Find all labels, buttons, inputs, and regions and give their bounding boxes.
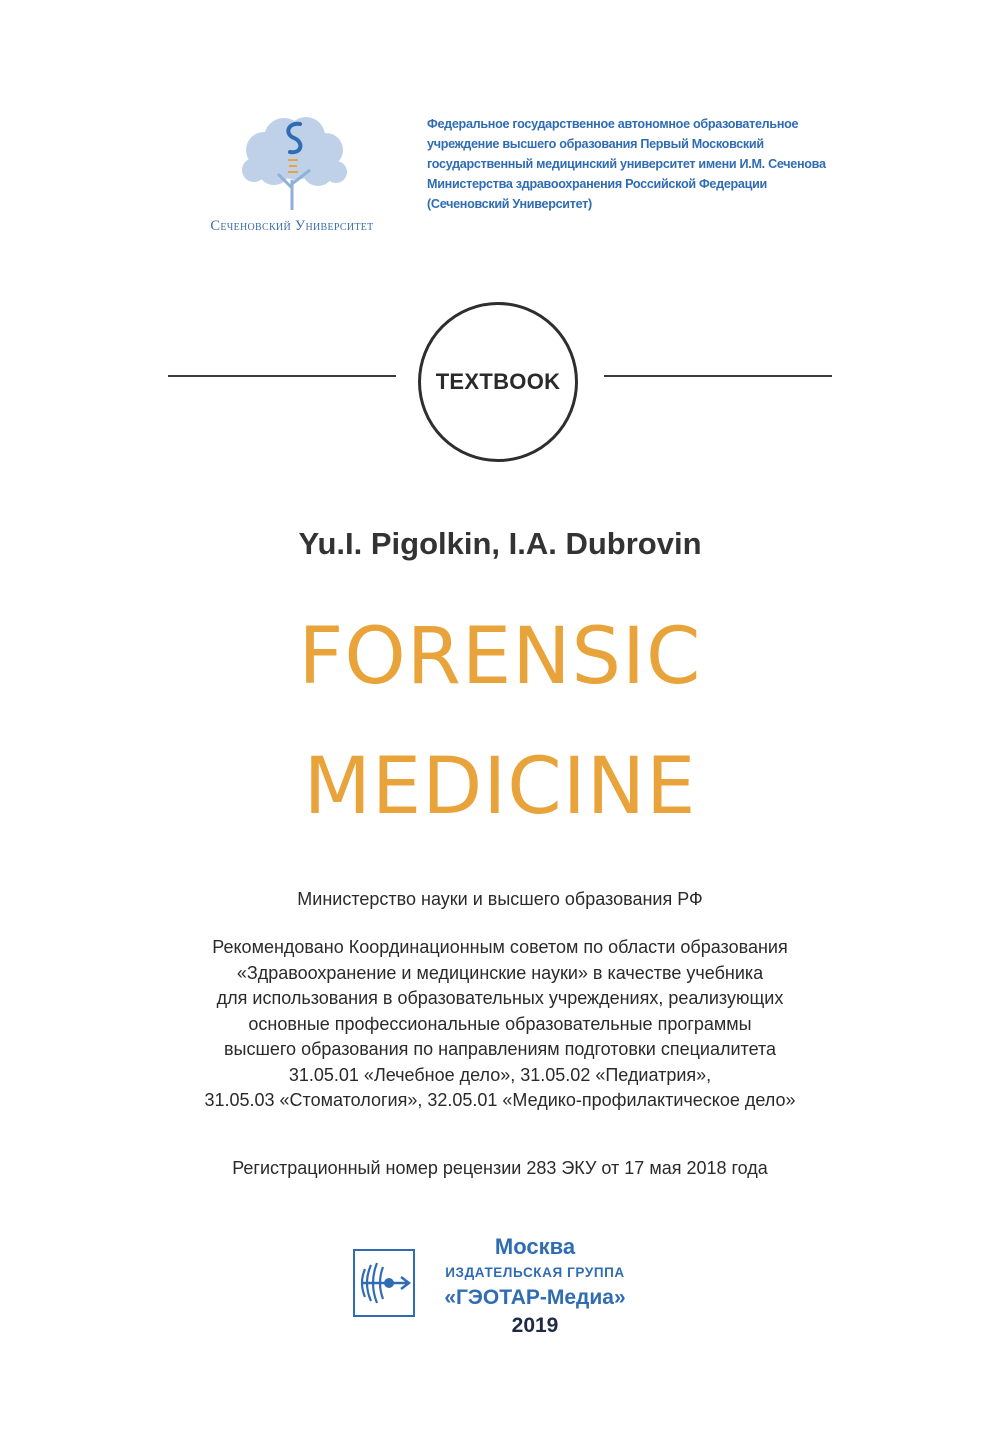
university-name: Сеченовский Университет — [210, 218, 374, 234]
book-title-line-2: MEDICINE — [303, 742, 697, 832]
book-authors: Yu.I. Pigolkin, I.A. Dubrovin — [298, 526, 702, 561]
publisher-group: ИЗДАТЕЛЬСКАЯ ГРУППА — [445, 1265, 625, 1280]
publisher-text — [422, 1232, 648, 1340]
publisher-city: Москва — [494, 1234, 576, 1259]
recommendation-text — [0, 935, 1000, 1114]
tree-icon — [234, 110, 354, 215]
recommendation-line: 31.05.01 «Лечебное дело», 31.05.02 «Педиатрия», — [288, 1064, 712, 1085]
publisher-logo — [353, 1249, 415, 1317]
recommendation-line: основные профессиональные образовательные программы — [248, 1013, 752, 1034]
publisher-emblem-icon — [355, 1251, 413, 1315]
university-logo — [182, 110, 402, 240]
recommendation-line: Рекомендовано Координационным советом по области образования — [212, 937, 788, 957]
divider-left — [168, 375, 396, 377]
registration-text: Регистрационный номер рецензии 283 ЭКУ от 17 мая 2018 года — [232, 1158, 768, 1178]
institution-line: государственный медицинский университет имени И.М. Сеченова — [427, 157, 826, 171]
badge-label: TEXTBOOK — [435, 369, 561, 394]
institution-line: (Сеченовский Университет) — [427, 197, 592, 211]
divider-right — [604, 375, 832, 377]
publication-year: 2019 — [511, 1314, 559, 1337]
recommendation-line: 31.05.03 «Стоматология», 32.05.01 «Медико-профилактическое дело» — [204, 1090, 796, 1110]
institution-line: Федеральное государственное автономное образовательное — [427, 117, 799, 131]
publisher-name: «ГЭОТАР-Медиа» — [444, 1286, 626, 1309]
book-title-line-1: FORENSIC — [298, 612, 702, 702]
recommendation-line: «Здравоохранение и медицинские науки» в качестве учебника — [236, 962, 764, 983]
recommendation-line: высшего образования по направлениям подготовки специалитета — [223, 1039, 777, 1059]
recommendation-line: для использования в образовательных учреждениях, реализующих — [216, 988, 784, 1008]
ministry-text: Министерство науки и высшего образования РФ — [297, 889, 703, 909]
institution-text — [427, 114, 827, 214]
textbook-badge — [418, 302, 578, 462]
institution-line: учреждение высшего образования Первый Московский — [427, 137, 764, 151]
institution-line: Министерства здравоохранения Российской Федерации — [427, 177, 767, 191]
